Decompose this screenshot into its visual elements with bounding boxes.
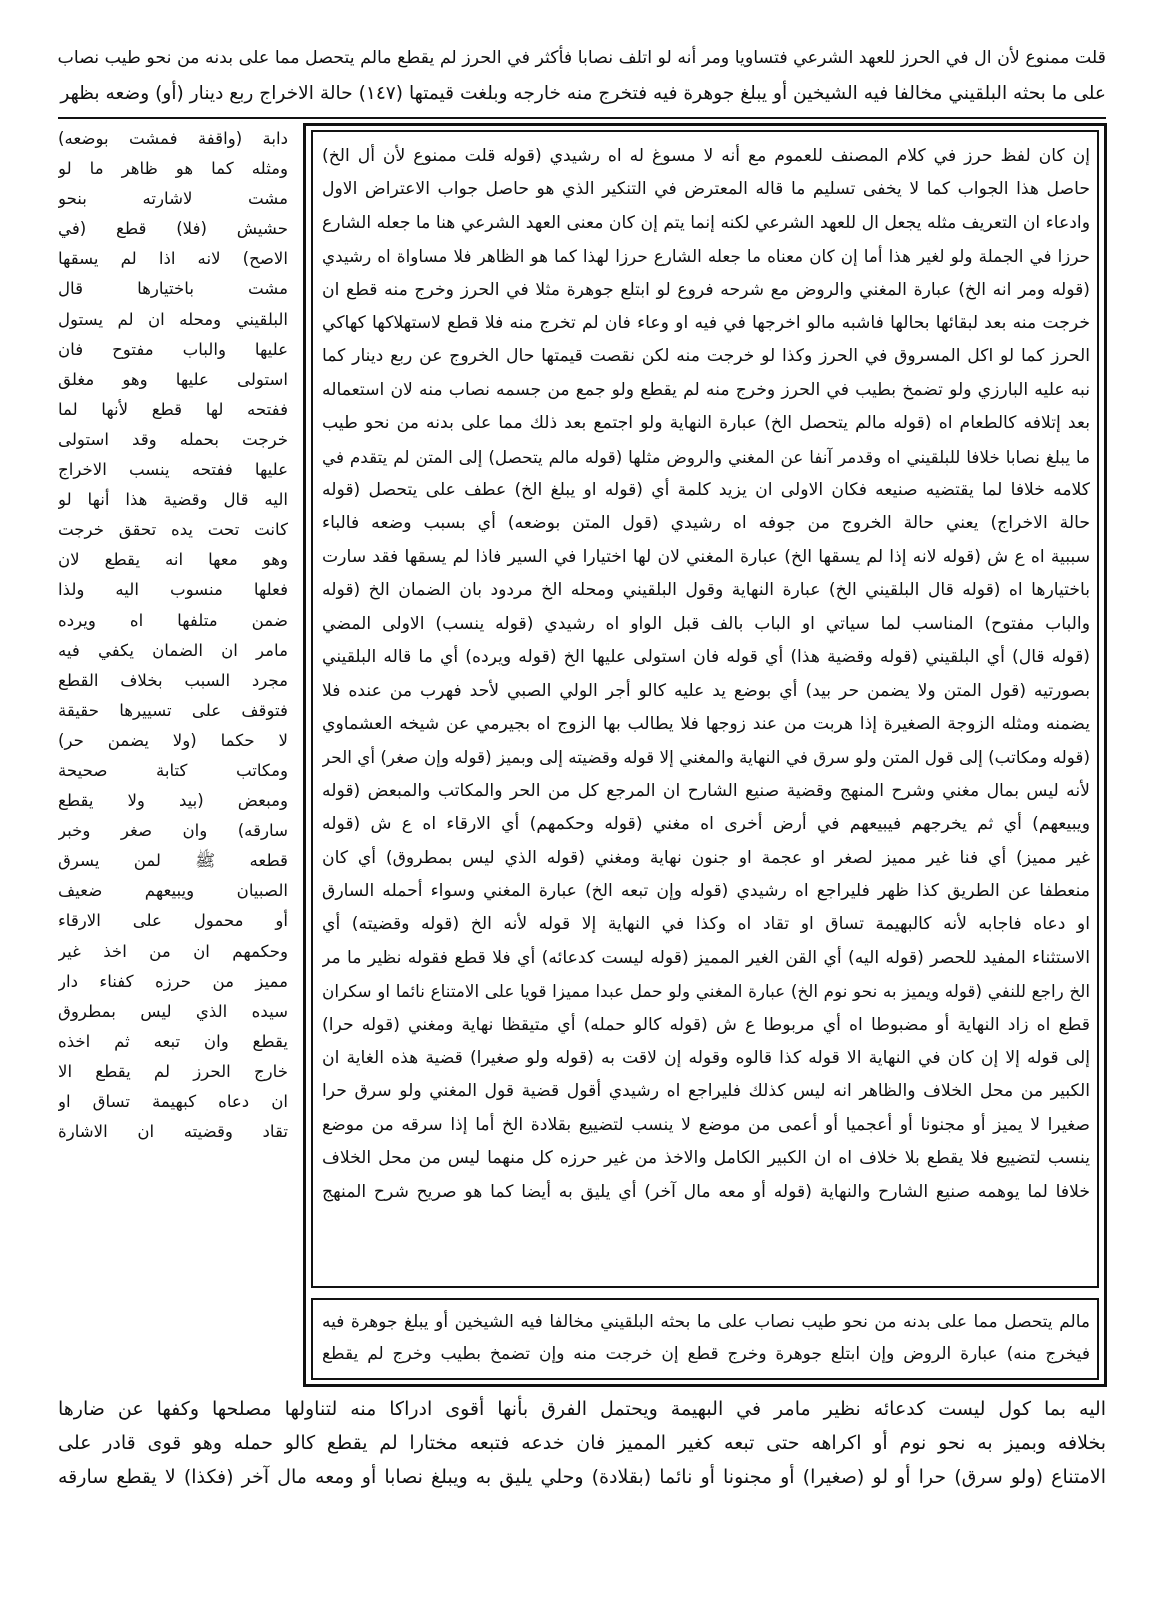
side-line: تقاد وقضيته ان الاشارة [58,1122,288,1142]
commentary-line: (قوله ومر انه الخ) عبارة المغني والروض مع شرحه فروع لو ابتلع جوهرة مثلا في الحرز وخرج منه قطع ان [322,279,1090,300]
commentary-line: يضمنه ومثله الزوجة الصغيرة إذا هربت من عند زوجها فلا يطالب بها الزوج اه بجيرمي عن شيخه العشماوي [322,713,1090,734]
commentary-line: حرزا في الجملة ولو لغير هذا أما إن كان معناه ما جعله الشارع حرزا لهذا كما هو الظاهر فلا مساواة اه رشيدي [322,246,1090,267]
commentary-line: نبه عليه البارزي ولو تضمخ بطيب في الحرز وخرج منه لم يقطع ولو جمع من جسمه نصاب منه لان استعماله [322,379,1090,400]
side-line: خارج الحرز لم يقطع الا [58,1061,288,1081]
side-line: سيده الذي ليس بمطروق [58,1001,288,1021]
side-line: الاصح) لانه اذا لم يسقها [58,249,288,269]
commentary-line: حالة الاخراج) يعني حالة الخروج من جوفه اه رشيدي (قول المتن بوضعه) أي بسبب وضعه فالباء [322,513,1090,534]
side-line: ان دعاه كبهيمة تساق او [58,1092,288,1111]
side-line: ومبعض (بيد ولا يقطع [58,791,288,811]
side-line: فتوقف على تسييرها حقيقة [58,700,288,720]
commentary-line: الكبير من محل الخلاف والظاهر انه ليس كذلك فليراجع اه رشيدي أقول قضية قول المغني ولو سرق حرا [322,1081,1090,1102]
matn-line: الامتناع (ولو سرق) حرا أو لو (صغيرا) أو مجنونا أو نائما (بقلادة) وحلي يليق به ويبلغ نصابا أو ومعه مال آخر (فكذا) لا يقطع سارقه [58,1466,1106,1488]
commentary-line: ينسب لتضييع فلا يقطع بلا خلاف اه ان الكبير الكامل والاخذ من غير حرزه كل منهما ليس من محل الخلاف [322,1148,1090,1169]
commentary-line: منعطفا عن الطريق كذا ظهر فليراجع اه رشيدي (قوله وإن تبعه الخ) عبارة المغني وسواء أحمله السارق [322,880,1090,901]
hashiya-commentary [322,140,1090,1209]
side-line: ومثله كما هو ظاهر ما لو [58,159,288,179]
footer-line: فيخرج منه) عبارة الروض وإن ابتلع جوهرة وخرج قطع إن خرجت منه وإن تضمخ بطيب وخرج لم يقطع [322,1344,1090,1364]
matn-line: بخلافه وبميز به نحو نوم أو اكراهه حتى تبعه كغير المميز فان خدعه فتبعه مختارا لم يقطع كالو حمله وهو قوى قادر على [58,1432,1106,1454]
side-line: عليها والباب مفتوح فان [58,339,288,359]
side-line: كانت تحت يده تحقق خرجت [58,520,288,540]
side-line: وحكمهم ان من اخذ غير [58,941,288,961]
commentary-line: باختيارها اه (قوله قال البلقيني الخ) عبارة النهاية وقول البلقيني ومحله الخ مردود بان الضمان الخ (قوله [322,580,1090,601]
commentary-line: حاصل هذا الجواب كما لا يخفى تسليم ما قاله المعترض في التنكير الذي هو حاصل جواب الاعتراض الاول [322,179,1090,200]
commentary-line: خرجت منه بعد لبقائها بحالها فاشبه مالو اخرجها في فيه او وعاء فان لم تخرج منه فلا قطع لاستهلاكها كهاكي [322,313,1090,334]
side-line: فعلها منسوب اليه ولذا [58,580,288,600]
commentary-line: إن كان لفظ حرز في كلام المصنف للعموم مع أنه لا مسوغ له اه رشيدي (قوله قلت ممنوع لأن أل الخ) [322,146,1090,166]
matn-side-column [58,124,288,1147]
commentary-line: بصورتيه (قول المتن ولا يضمن حر بيد) أي بوضع يد عليه كالو أجر الولي الصبي لأحد فهرب من عنده فلا [322,680,1090,701]
matn-line: اليه بما كول ليست كدعائه نظير مامر في البهيمة ويحتمل الفرق بأنها أقوى ادراكا منه لتناولها مصلحها وكفها عن ضارها [58,1398,1106,1420]
hashiya-footer-text [322,1306,1090,1370]
commentary-line: ويبيعهم) أي ثم يخرجهم فيبيعهم في أرض أخرى اه مغني (قوله وحكمهم) أي الارقاء اه ع ش (قوله [322,814,1090,835]
side-line: مشت باختيارها قال [58,279,288,299]
commentary-line: الخ راجع للنفي (قوله ويميز به نحو نوم الخ) عبارة المغني ولو حمل عبدا مميزا قويا على الامتناع نائما او سكران [322,981,1090,1002]
top-divider-rule [58,117,1106,119]
side-line: خرجت بحمله وقد استولى [58,429,288,449]
commentary-line: والباب مفتوح) المناسب لما سياتي او الباب بالف قبل الواو اه رشيدي (قوله ينسب) الاولى المضي [322,613,1090,634]
side-line: استولى عليها وهو مغلق [58,369,288,389]
commentary-line: غير مميز) أي فنا غير مميز لصغر او عجمة او جنون نهاية ومغني (قوله الذي ليس بمطروق) أي كان [322,847,1090,868]
commentary-line: وادعاء ان التعريف مثله يجعل ال للعهد الشرعي لكنه إنما يتم إن كان معنى العهد الشرعي هنا ما جعله الشارع [322,212,1090,233]
commentary-line: (قوله قال) أي البلقيني (قوله وقضية هذا) أي قوله فان استولى عليها الخ (قوله ويرده) أي ما قاله البلقيني [322,647,1090,668]
footer-line: مالم يتحصل مما على بدنه من نحو طيب نصاب على ما بحثه البلقيني مخالفا فيه الشيخين أو يبلغ جوهرة فيه [322,1312,1090,1332]
matn-line: على ما بحثه البلقيني مخالفا فيه الشيخين أو يبلغ جوهرة فيه فتخرج منه خارجه وبلغت قيمتها (١٤٧) حالة الاخراج ربع دينار (أو) وضعه بظهر [60,83,1106,104]
commentary-line: سببية اه ع ش (قوله لانه إذا لم يسقها الخ) عبارة المغني لان لها اختيارا في السير فاذا لم يسقها فقد سارت [322,546,1090,567]
commentary-line: صغيرا لا يميز أو مجنونا أو أعجميا أو أعمى من موضع لا ينسب لتضييع بقلادة الخ أما إذا سرقه من موضع [322,1114,1090,1135]
commentary-line: قطع اه زاد النهاية أو مضبوطا اه أي مربوطا ع ش (قوله كالو حمله) أي متيقظا نهاية ومغني (قوله حرا) [322,1014,1090,1035]
commentary-line: لأنه ليس بمال مغني وشرح المنهج وقضية صنيع الشارح ان المرجع كل من الحر والمكاتب والمبعض (قوله [322,780,1090,801]
side-line: مجرد السبب بخلاف القطع [58,670,288,690]
commentary-line: (قوله ومكاتب) إلى قول المتن ولو سرق في النهاية والمغني إلا قوله وقضيته إلى وبميز (قوله وإن صغر) أي الحر [322,747,1090,768]
matn-line: قلت ممنوع لأن ال في الحرز للعهد الشرعي فتساويا ومر أنه لو اتلف نصابا فأكثر في الحرز لم يقطع مالم يتحصل مما على بدنه من نحو طيب نصاب [58,48,1106,68]
commentary-line: او دعاه فاجابه لأنه كالبهيمة تساق او تقاد اه وكذا في النهاية إلا قوله لأنه الخ (قوله وقضيته) أي [322,914,1090,935]
side-line: يقطع وان تبعه ثم اخذه [58,1031,288,1051]
side-line: ضمن متلفها اه ويرده [58,610,288,630]
side-line: الصبيان ويبيعهم ضعيف [58,881,288,901]
side-line: دابة (واقفة فمشت بوضعه) [58,129,288,148]
commentary-line: كلامه خلافا لما يقتضيه صنيعه فكان الاولى ان يزيد كلمة أي (قوله او يبلغ الخ) عطف على يتحصل (قوله [322,480,1090,501]
commentary-line: إلى قوله إلا إن كان في النهاية الا قوله كذا قالوه وقوله إن لاقت به (قوله ولو صغيرا) قضية هذه الغاية ان [322,1047,1090,1068]
commentary-line: الاستثناء المفيد للحصر (قوله اليه) أي القن الغير المميز (قوله ليست كدعائه) أي فلا قطع فقوله نظير ما مر [322,947,1090,968]
side-line: قطعه ﷺ لمن يسرق [58,851,288,871]
side-line: ومكاتب كتابة صحيحة [58,760,288,780]
side-line: سارقه) وان صغر وخبر [58,821,288,841]
matn-top-text [58,40,1106,112]
side-line: مميز من حرزه كفناء دار [58,971,288,991]
commentary-line: ما يبلغ نصابا خلافا للبلقيني اه وقدمر آنفا عن المغني والروض مثلها (قوله مالم يتحصل) إلى المتن لم يتقدم في [322,446,1090,467]
commentary-line: الحرز كما لو اكل المسروق في الحرز وكذا لو خرجت منه لكن نقصت قيمتها حال الخروج عن ربع دينار كما [322,346,1090,367]
side-line: مشت لاشارته بنحو [58,189,288,209]
side-line: البلقيني ومحله ان لم يستول [58,309,288,329]
side-line: لا حكما (ولا يضمن حر) [58,730,288,750]
side-line: اليه قال وقضية هذا أنها لو [58,490,288,510]
side-line: عليها ففتحه ينسب الاخراج [58,460,288,480]
side-line: ففتحه لها قطع لأنها لما [58,399,288,419]
side-line: حشيش (فلا) قطع (في [58,219,288,239]
commentary-line: بعد إتلافه كالطعام اه (قوله مالم يتحصل الخ) عبارة النهاية ولو اجتمع بعد ذلك مما على بدنه من نحو طيب [322,413,1090,434]
commentary-line: خلافا لما يوهمه صنيع الشارح والنهاية (قوله أو معه مال آخر) أي يليق به أيضا كما هو صريح شرح المنهج [322,1181,1090,1202]
side-line: وهو معها انه يقطع لان [58,550,288,570]
matn-bottom-text [58,1392,1106,1494]
side-line: أو محمول على الارقاء [58,911,288,931]
side-line: مامر ان الضمان يكفي فيه [58,640,288,660]
